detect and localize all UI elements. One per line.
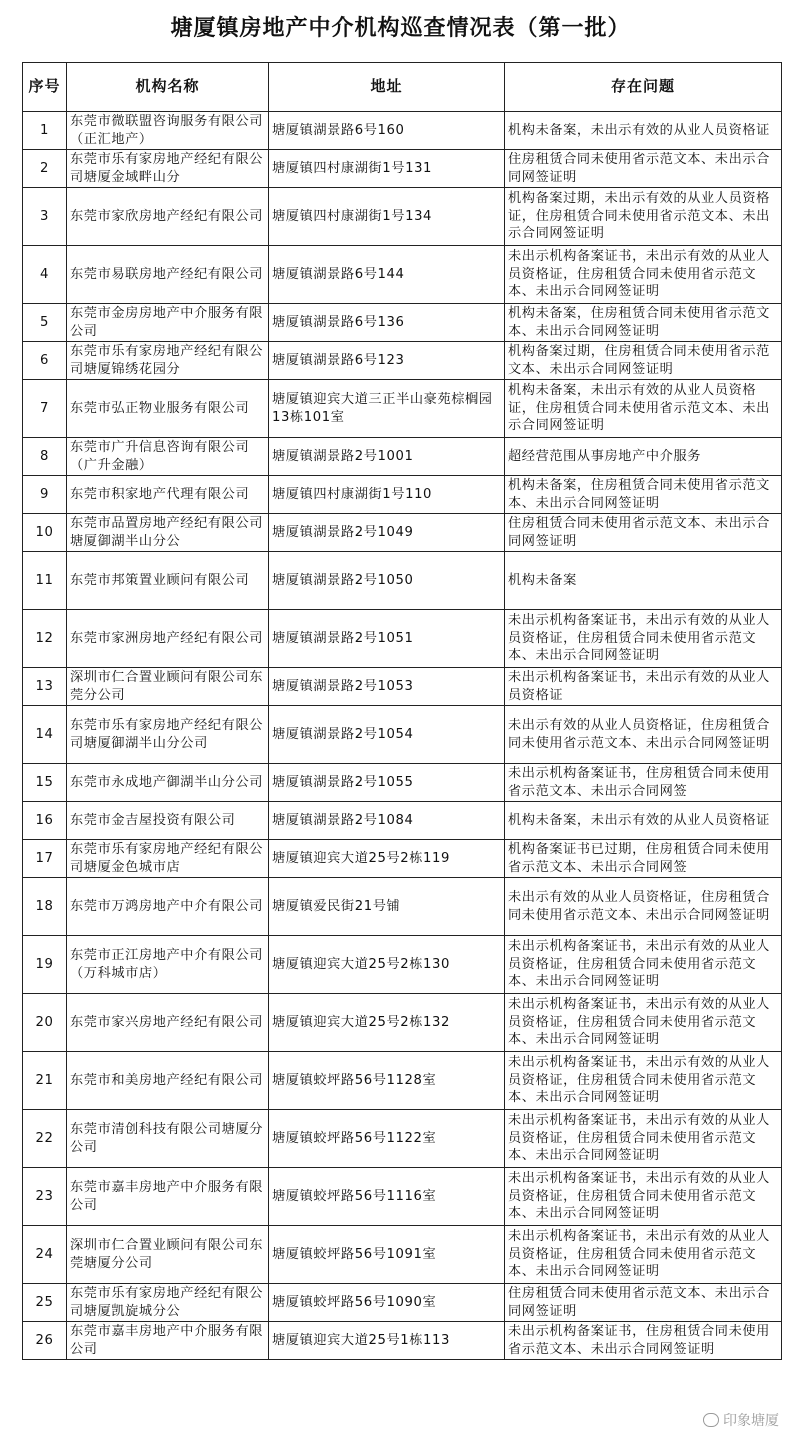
row-no: 15	[23, 764, 67, 802]
table-row	[23, 668, 782, 706]
row-issue: 住房租赁合同未使用省示范文本、未出示合同网签证明	[505, 150, 782, 188]
row-address: 塘厦镇湖景路2号1049	[269, 514, 505, 552]
table-row	[23, 514, 782, 552]
row-issue: 机构未备案，未出示有效的从业人员资格证	[505, 802, 782, 840]
row-address: 塘厦镇湖景路2号1053	[269, 668, 505, 706]
row-name: 东莞市嘉丰房地产中介服务有限公司	[67, 1322, 269, 1360]
table-row	[23, 610, 782, 668]
table-row	[23, 304, 782, 342]
row-issue: 机构备案过期，住房租赁合同未使用省示范文本、未出示合同网签证明	[505, 342, 782, 380]
row-address: 塘厦镇四村康湖街1号110	[269, 476, 505, 514]
row-issue: 未出示机构备案证书，未出示有效的从业人员资格证，住房租赁合同未使用省示范文本、未出示合同网签证明	[505, 994, 782, 1052]
table-row	[23, 552, 782, 610]
row-issue: 住房租赁合同未使用省示范文本、未出示合同网签证明	[505, 514, 782, 552]
row-no: 6	[23, 342, 67, 380]
row-no: 26	[23, 1322, 67, 1360]
row-name: 东莞市弘正物业服务有限公司	[67, 380, 269, 438]
row-issue: 机构未备案，住房租赁合同未使用省示范文本、未出示合同网签证明	[505, 476, 782, 514]
page-title: 塘厦镇房地产中介机构巡查情况表（第一批）	[170, 16, 631, 41]
row-issue: 未出示机构备案证书，未出示有效的从业人员资格证，住房租赁合同未使用省示范文本、未出示合同网签证明	[505, 1052, 782, 1110]
row-issue: 未出示机构备案证书，未出示有效的从业人员资格证	[505, 668, 782, 706]
row-address: 塘厦镇迎宾大道25号2栋130	[269, 936, 505, 994]
row-name: 东莞市乐有家房地产经纪有限公司塘厦御湖半山分公司	[67, 706, 269, 764]
watermark-text: 印象塘厦	[723, 1413, 779, 1429]
row-no: 7	[23, 380, 67, 438]
row-address: 塘厦镇湖景路2号1050	[269, 552, 505, 610]
row-name: 东莞市金吉屋投资有限公司	[67, 802, 269, 840]
table-row	[23, 150, 782, 188]
table-row	[23, 1284, 782, 1322]
row-no: 24	[23, 1226, 67, 1284]
row-address: 塘厦镇四村康湖街1号131	[269, 150, 505, 188]
row-address: 塘厦镇湖景路6号144	[269, 246, 505, 304]
row-issue: 机构未备案，未出示有效的从业人员资格证，住房租赁合同未使用省示范文本、未出示合同网签证明	[505, 380, 782, 438]
row-name: 东莞市和美房地产经纪有限公司	[67, 1052, 269, 1110]
row-address: 塘厦镇湖景路6号160	[269, 112, 505, 150]
row-name: 东莞市邦策置业顾问有限公司	[67, 552, 269, 610]
table-row	[23, 438, 782, 476]
row-address: 塘厦镇蛟坪路56号1091室	[269, 1226, 505, 1284]
row-name: 深圳市仁合置业顾问有限公司东莞塘厦分公司	[67, 1226, 269, 1284]
row-address: 塘厦镇蛟坪路56号1128室	[269, 1052, 505, 1110]
row-no: 1	[23, 112, 67, 150]
row-name: 东莞市广升信息咨询有限公司（广升金融）	[67, 438, 269, 476]
row-address: 塘厦镇爱民街21号铺	[269, 878, 505, 936]
row-no: 21	[23, 1052, 67, 1110]
row-name: 东莞市家兴房地产经纪有限公司	[67, 994, 269, 1052]
table-row	[23, 476, 782, 514]
row-no: 17	[23, 840, 67, 878]
row-no: 13	[23, 668, 67, 706]
row-no: 2	[23, 150, 67, 188]
row-address: 塘厦镇迎宾大道三正半山豪苑棕榈园13栋101室	[269, 380, 505, 438]
table-row	[23, 936, 782, 994]
row-no: 5	[23, 304, 67, 342]
row-no: 25	[23, 1284, 67, 1322]
header-name: 机构名称	[67, 63, 269, 112]
row-issue: 机构备案证书已过期，住房租赁合同未使用省示范文本、未出示合同网签	[505, 840, 782, 878]
header-issue: 存在问题	[505, 63, 782, 112]
row-issue: 机构未备案，未出示有效的从业人员资格证	[505, 112, 782, 150]
row-no: 16	[23, 802, 67, 840]
header-row	[23, 63, 782, 112]
row-address: 塘厦镇湖景路2号1084	[269, 802, 505, 840]
row-name: 东莞市乐有家房地产经纪有限公司塘厦金域畔山分	[67, 150, 269, 188]
header-address: 地址	[269, 63, 505, 112]
row-no: 11	[23, 552, 67, 610]
row-no: 18	[23, 878, 67, 936]
row-name: 东莞市永成地产御湖半山分公司	[67, 764, 269, 802]
row-issue: 未出示机构备案证书，住房租赁合同未使用省示范文本、未出示合同网签证明	[505, 1322, 782, 1360]
row-issue: 机构未备案	[505, 552, 782, 610]
row-name: 东莞市家欣房地产经纪有限公司	[67, 188, 269, 246]
row-address: 塘厦镇蛟坪路56号1090室	[269, 1284, 505, 1322]
row-issue: 未出示机构备案证书，未出示有效的从业人员资格证，住房租赁合同未使用省示范文本、未出示合同网签证明	[505, 610, 782, 668]
table-row	[23, 1052, 782, 1110]
row-address: 塘厦镇湖景路2号1051	[269, 610, 505, 668]
table-row	[23, 342, 782, 380]
row-no: 22	[23, 1110, 67, 1168]
table-row	[23, 878, 782, 936]
table-row	[23, 1322, 782, 1360]
row-issue: 未出示机构备案证书，未出示有效的从业人员资格证，住房租赁合同未使用省示范文本、未出示合同网签证明	[505, 1226, 782, 1284]
row-issue: 超经营范围从事房地产中介服务	[505, 438, 782, 476]
row-no: 3	[23, 188, 67, 246]
table-row	[23, 1168, 782, 1226]
row-name: 东莞市万鸿房地产中介有限公司	[67, 878, 269, 936]
row-name: 东莞市嘉丰房地产中介服务有限公司	[67, 1168, 269, 1226]
row-no: 14	[23, 706, 67, 764]
row-address: 塘厦镇蛟坪路56号1122室	[269, 1110, 505, 1168]
row-issue: 未出示有效的从业人员资格证，住房租赁合同未使用省示范文本、未出示合同网签证明	[505, 878, 782, 936]
row-no: 10	[23, 514, 67, 552]
row-issue: 未出示机构备案证书，未出示有效的从业人员资格证，住房租赁合同未使用省示范文本、未出示合同网签证明	[505, 1168, 782, 1226]
row-address: 塘厦镇迎宾大道25号1栋113	[269, 1322, 505, 1360]
table-row	[23, 112, 782, 150]
row-address: 塘厦镇湖景路2号1001	[269, 438, 505, 476]
row-name: 东莞市易联房地产经纪有限公司	[67, 246, 269, 304]
row-no: 23	[23, 1168, 67, 1226]
table-row	[23, 802, 782, 840]
row-issue: 未出示机构备案证书，未出示有效的从业人员资格证，住房租赁合同未使用省示范文本、未出示合同网签证明	[505, 936, 782, 994]
row-issue: 未出示有效的从业人员资格证，住房租赁合同未使用省示范文本、未出示合同网签证明	[505, 706, 782, 764]
row-issue: 未出示机构备案证书，住房租赁合同未使用省示范文本、未出示合同网签	[505, 764, 782, 802]
row-no: 9	[23, 476, 67, 514]
table-row	[23, 188, 782, 246]
table-row	[23, 840, 782, 878]
row-name: 东莞市乐有家房地产经纪有限公司塘厦金色城市店	[67, 840, 269, 878]
row-issue: 未出示机构备案证书，未出示有效的从业人员资格证，住房租赁合同未使用省示范文本、未出示合同网签证明	[505, 1110, 782, 1168]
row-name: 东莞市清创科技有限公司塘厦分公司	[67, 1110, 269, 1168]
table-row	[23, 764, 782, 802]
table-row	[23, 1110, 782, 1168]
row-name: 东莞市品置房地产经纪有限公司塘厦御湖半山分公	[67, 514, 269, 552]
row-no: 19	[23, 936, 67, 994]
row-issue: 机构备案过期，未出示有效的从业人员资格证，住房租赁合同未使用省示范文本、未出示合同网签证明	[505, 188, 782, 246]
row-address: 塘厦镇迎宾大道25号2栋119	[269, 840, 505, 878]
inspection-table	[22, 62, 782, 1360]
row-name: 深圳市仁合置业顾问有限公司东莞分公司	[67, 668, 269, 706]
row-name: 东莞市乐有家房地产经纪有限公司塘厦凯旋城分公	[67, 1284, 269, 1322]
row-name: 东莞市金房房地产中介服务有限公司	[67, 304, 269, 342]
row-no: 4	[23, 246, 67, 304]
row-address: 塘厦镇湖景路2号1055	[269, 764, 505, 802]
row-issue: 机构未备案，住房租赁合同未使用省示范文本、未出示合同网签证明	[505, 304, 782, 342]
watermark	[701, 1410, 781, 1430]
row-address: 塘厦镇四村康湖街1号134	[269, 188, 505, 246]
row-address: 塘厦镇蛟坪路56号1116室	[269, 1168, 505, 1226]
row-address: 塘厦镇迎宾大道25号2栋132	[269, 994, 505, 1052]
table-row	[23, 994, 782, 1052]
table-row	[23, 706, 782, 764]
row-name: 东莞市微联盟咨询服务有限公司（正汇地产）	[67, 112, 269, 150]
table-row	[23, 380, 782, 438]
row-address: 塘厦镇湖景路6号136	[269, 304, 505, 342]
row-no: 12	[23, 610, 67, 668]
row-address: 塘厦镇湖景路2号1054	[269, 706, 505, 764]
header-no: 序号	[23, 63, 67, 112]
row-issue: 未出示机构备案证书，未出示有效的从业人员资格证，住房租赁合同未使用省示范文本、未出示合同网签证明	[505, 246, 782, 304]
row-name: 东莞市积家地产代理有限公司	[67, 476, 269, 514]
row-address: 塘厦镇湖景路6号123	[269, 342, 505, 380]
table-row	[23, 246, 782, 304]
row-name: 东莞市正江房地产中介有限公司（万科城市店）	[67, 936, 269, 994]
row-no: 8	[23, 438, 67, 476]
row-name: 东莞市家洲房地产经纪有限公司	[67, 610, 269, 668]
row-name: 东莞市乐有家房地产经纪有限公司塘厦锦绣花园分	[67, 342, 269, 380]
table-row	[23, 1226, 782, 1284]
wechat-icon	[703, 1413, 719, 1427]
row-issue: 住房租赁合同未使用省示范文本、未出示合同网签证明	[505, 1284, 782, 1322]
row-no: 20	[23, 994, 67, 1052]
